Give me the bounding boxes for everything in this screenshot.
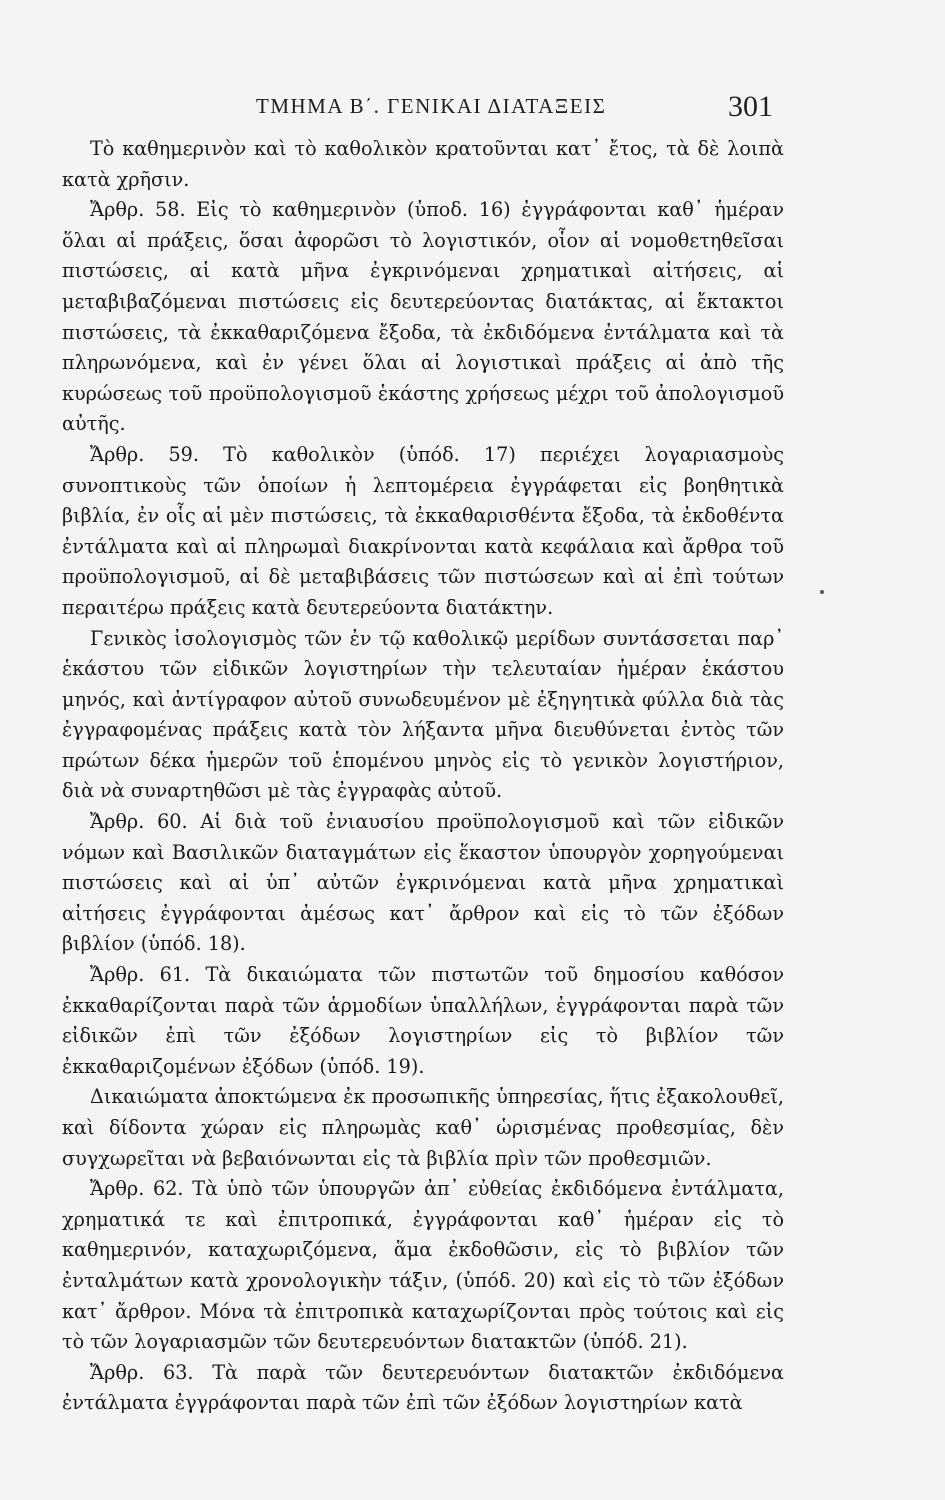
paragraph-article-60: Ἄρθρ. 60. Αἱ διὰ τοῦ ἐνιαυσίου προϋπολογισμοῦ καὶ τῶν εἰδικῶν νόμων καὶ Βασιλικῶν διαταγμάτων εἰς ἕκαστον ὑπουργὸν χορηγούμεναι πιστώσεις καὶ αἱ ὑπ᾽ αὐτῶν ἐγκρινόμεναι κατὰ μῆνα χρηματικαὶ αἰτήσεις ἐγγράφονται ἀμέσως κατ᾽ ἄρθρον καὶ εἰς τὸ τῶν ἐξόδων βιβλίον (ὑπόδ. 18). [62,810,784,956]
paragraph-intro: Τὸ καθημερινὸν καὶ τὸ καθολικὸν κρατοῦνται κατ᾽ ἔτος, τὰ δὲ λοιπὰ κατὰ χρῆσιν. [62,137,784,191]
running-title: ΤΜΗΜΑ Β΄. ΓΕΝΙΚΑΙ ΔΙΑΤΑΞΕΙΣ [256,94,607,118]
page-number: 301 [728,90,773,123]
paragraph-general-balance: Γενικὸς ἰσολογισμὸς τῶν ἐν τῷ καθολικῷ μερίδων συντάσσεται παρ᾽ ἑκάστου τῶν εἰδικῶν λογιστηρίων τὴν τελευταίαν ἡμέραν ἑκάστου μηνός, καὶ ἀντίγραφον αὐτοῦ συνωδευμένον μὲ ἐξηγητικὰ φύλλα διὰ τὰς ἐγγραφομένας πράξεις κατὰ τὸν λήξαντα μῆνα διευθύνεται ἐντὸς τῶν πρώτων δέκα ἡμερῶν τοῦ ἑπομένου μηνὸς εἰς τὸ γενικὸν λογιστήριον, διὰ νὰ συναρτηθῶσι μὲ τὰς ἐγγραφὰς αὐτοῦ. [62,626,784,803]
paragraph-article-59: Ἄρθρ. 59. Τὸ καθολικὸν (ὑπόδ. 17) περιέχει λογαριασμοὺς συνοπτικοὺς τῶν ὁποίων ἡ λεπτομέρεια ἐγγράφεται εἰς βοηθητικὰ βιβλία, ἐν οἷς αἱ μὲν πιστώσεις, τὰ ἐκκαθαρισθέντα ἔξοδα, τὰ ἐκδοθέντα ἐντάλματα καὶ αἱ πληρωμαὶ διακρίνονται κατὰ κεφάλαια καὶ ἄρθρα τοῦ προϋπολογισμοῦ, αἱ δὲ μεταβιβάσεις τῶν πιστώσεων καὶ αἱ ἐπὶ τούτων περαιτέρω πράξεις κατὰ δευτερεύοντα διατάκτην. [62,442,784,619]
paragraph-article-61: Ἄρθρ. 61. Τὰ δικαιώματα τῶν πιστωτῶν τοῦ δημοσίου καθόσον ἐκκαθαρίζονται παρὰ τῶν ἁρμοδίων ὑπαλλήλων, ἐγγράφονται παρὰ τῶν εἰδικῶν ἐπὶ τῶν ἐξόδων λογιστηρίων εἰς τὸ βιβλίον τῶν ἐκκαθαριζομένων ἐξόδων (ὑπόδ. 19). [62,963,784,1078]
paragraph-article-63: Ἄρθρ. 63. Τὰ παρὰ τῶν δευτερευόντων διατακτῶν ἐκδιδόμενα ἐντάλματα ἐγγράφονται παρὰ τῶν ἐπὶ τῶν ἐξόδων λογιστηρίων κατὰ [62,1360,784,1415]
body-text [62,134,784,1419]
paragraph-article-62: Ἄρθρ. 62. Τὰ ὑπὸ τῶν ὑπουργῶν ἀπ᾽ εὐθείας ἐκδιδόμενα ἐντάλματα, χρηματικά τε καὶ ἐπιτροπικά, ἐγγράφονται καθ᾽ ἡμέραν εἰς τὸ καθημερινόν, καταχωριζόμενα, ἅμα ἐκδοθῶσιν, εἰς τὸ βιβλίον τῶν ἐνταλμάτων κατὰ χρονολογικὴν τάξιν, (ὑπόδ. 20) καὶ εἰς τὸ τῶν ἐξόδων κατ᾽ ἄρθρον. Μόνα τὰ ἐπιτροπικὰ καταχωρίζονται πρὸς τούτοις καὶ εἰς τὸ τῶν λογαριασμῶν τῶν δευτερευόντων διατακτῶν (ὑπόδ. 21). [62,1177,784,1354]
ink-speck [820,590,824,594]
paragraph-article-58: Ἄρθρ. 58. Εἰς τὸ καθημερινὸν (ὑποδ. 16) ἐγγράφονται καθ᾽ ἡμέραν ὅλαι αἱ πράξεις, ὅσαι ἀφορῶσι τὸ λογιστικόν, οἷον αἱ νομοθετηθεῖσαι πιστώσεις, αἱ κατὰ μῆνα ἐγκρινόμεναι χρηματικαὶ αἰτήσεις, αἱ μεταβιβαζόμεναι πιστώσεις εἰς δευτερεύοντας διατάκτας, αἱ ἔκτακτοι πιστώσεις, τὰ ἐκκαθαριζόμενα ἔξοδα, τὰ ἐκδιδόμενα ἐντάλματα καὶ τὰ πληρωνόμενα, καὶ ἐν γένει ὅλαι αἱ λογιστικαὶ πράξεις αἱ ἀπὸ τῆς κυρώσεως τοῦ προϋπολογισμοῦ ἑκάστης χρήσεως μέχρι τοῦ ἀπολογισμοῦ αὐτῆς. [62,198,784,436]
paragraph-rights: Δικαιώματα ἀποκτώμενα ἐκ προσωπικῆς ὑπηρεσίας, ἥτις ἐξακολουθεῖ, καὶ δίδοντα χώραν εἰς πληρωμὰς καθ᾽ ὡρισμένας προθεσμίας, δὲν συγχωρεῖται νὰ βεβαιόνωνται εἰς τὰ βιβλία πρὶν τῶν προθεσμιῶν. [62,1085,784,1170]
